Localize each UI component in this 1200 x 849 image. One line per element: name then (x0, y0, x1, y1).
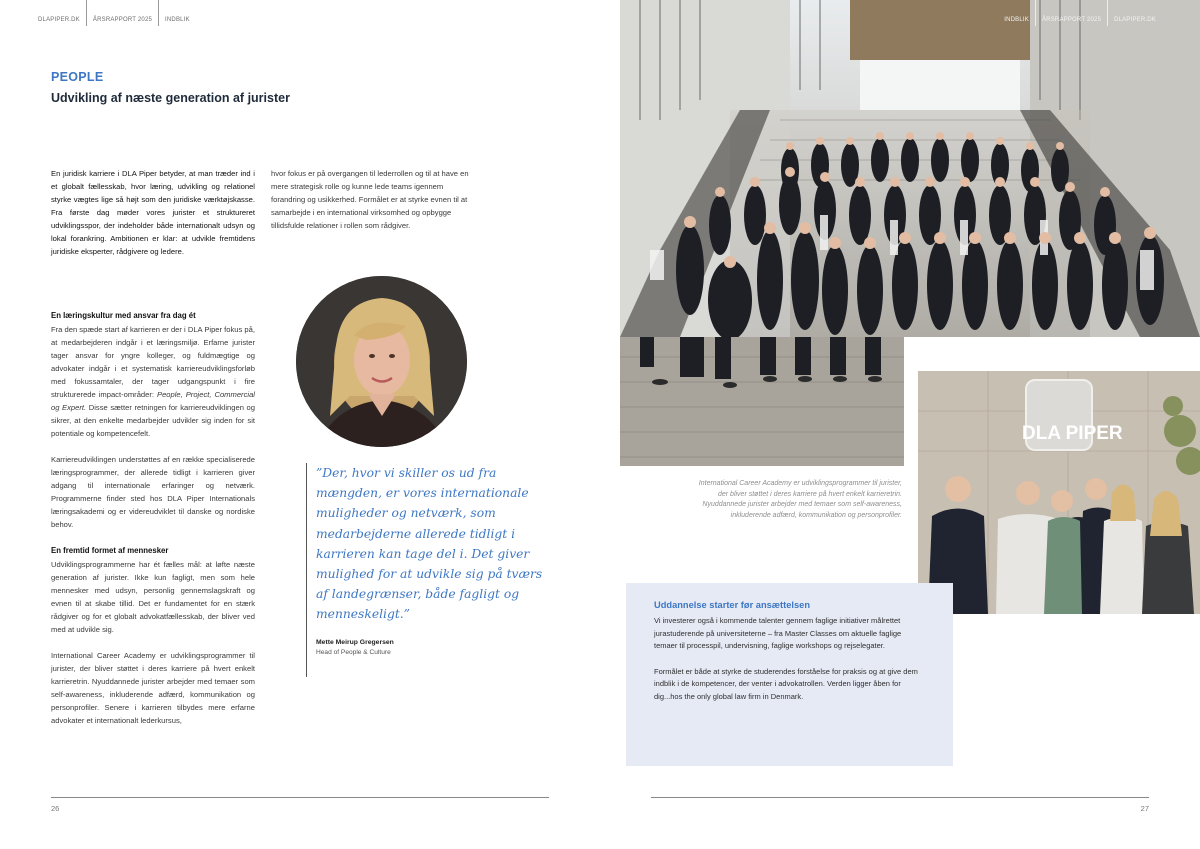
top-nav-left (32, 0, 196, 26)
page-number-right: 27 (1140, 804, 1149, 813)
nav-link-report[interactable]: ÅRSRAPPORT 2025 (87, 0, 159, 26)
info-box-paragraph: Formålet er både at styrke de studerendes forståelse for praksis og at give dem indblik i de kompetencer, der venter i advokatrollen. Verden ligger åben for dig...hos the only global law firm in Denmark. (654, 666, 918, 701)
group-photo-lower-illustration (620, 337, 904, 466)
body-paragraph (51, 323, 255, 440)
quote-role: Head of People & Culture (316, 648, 391, 656)
body-paragraph: International Career Academy er udviklingsprogrammer til jurister, der bliver støttet i deres karriere på hvert enkelt karrieretrin. Nyuddannede jurister arbejder med temaer som self-awareness, inkluderende adfærd, kommunikation og personprofiler. Senere i karrieren tilbydes mere erfarne advokater et internationalt lederkursus, (51, 651, 255, 725)
pull-quote (306, 463, 546, 677)
portrait-illustration (296, 276, 467, 447)
dla-piper-sign: DLA PIPER (1022, 423, 1123, 444)
section-heading-future: En fremtid formet af mennesker (51, 546, 169, 555)
photo-caption: International Career Academy er udviklingsprogrammer til jurister, der bliver støttet i deres karriere på hvert enkelt karrieretrin. Nyuddannede jurister arbejder med temaer som self-awareness, inkluderende adfærd, kommunikation og personprofiler. (698, 480, 902, 519)
nav-link-insight[interactable]: INDBLIK (165, 17, 190, 23)
portrait-photo (296, 276, 467, 447)
top-nav-right (998, 0, 1162, 26)
info-box-title: Uddannelse starter før ansættelsen (654, 600, 811, 610)
body-column-1 (51, 309, 255, 727)
page-number-left: 26 (51, 804, 60, 813)
group-photo-illustration (620, 0, 1200, 337)
body-paragraph: Udviklingsprogrammerne har ét fælles mål: at løfte næste generation af jurister. Ikke kun fagligt, men som hele mennesker med udsyn, personlig gennemslagskraft og evnen til at skabe tillid. Det er fundamentet for en stærk rådgiver og for et globalt advokatfællesskab, der bliver ved med at udvikle sig. (51, 560, 255, 634)
impact-areas-text: People, Project, Commercial og Expert. (51, 390, 255, 412)
quote-text: ”Der, hvor vi skiller os ud fra mængden, er vores internationale muligheder og netværk, som medarbejderne allerede tidligt i karrieren kan tage del i. Det giver mulighed for at udvikle sig på tværs af landegrænser, både fagligt og menneskeligt.” (316, 466, 543, 622)
nav-link-website[interactable]: DLAPIPER.DK (32, 0, 87, 26)
quote-author: Mette Meirup Gregersen (316, 638, 394, 646)
group-photo-lower (620, 337, 904, 466)
nav-link-website[interactable]: DLAPIPER.DK (1114, 17, 1156, 23)
footer-divider (651, 797, 1149, 798)
group-photo (620, 0, 1200, 337)
body-paragraph: Karriereudviklingen understøttes af en række specialiserede læringsprogrammer, der allerede tidligt i karrieren giver adgang til internationale erfaringer og netværk. Programmerne finder sted hos DLA Piper Internationals læringsakademi og er videreudviklet til danske og nordiske behov. (51, 455, 255, 529)
nav-link-report[interactable]: ÅRSRAPPORT 2025 (1036, 0, 1108, 26)
info-box (626, 583, 953, 766)
small-group-photo-illustration (918, 371, 1200, 614)
section-heading-learning: En læringskultur med ansvar fra dag ét (51, 311, 196, 320)
info-box-paragraph: Vi investerer også i kommende talenter gennem faglige initiativer målrettet jurastuderende på universiteterne – fra Master Classes om aktuelle faglige temaer til processpil, undervisning, faglige workshops og rejselegater. (654, 616, 902, 651)
body-text: Fra den spæde start af karrieren er der i DLA Piper fokus på, at medarbejderen indgår i et læringsmiljø. Erfarne jurister tager ansvar for yngre kolleger, og fuldmægtige og advokater indgår i et systematisk karriereudviklingsforløb med fokussamtaler, der tager udgangspunkt i fire strukturerede impact-områder: (51, 325, 255, 399)
small-group-photo (918, 371, 1200, 614)
section-label: PEOPLE (51, 70, 104, 84)
body-column-2: hvor fokus er på overgangen til lederrollen og til at have en mere strategisk rolle og kunne lede teams igennem forandring og usikkerhed. Formålet er at styrke evnen til at samarbejde i en international virksomhed og opbygge tillidsfulde relationer i rollen som rådgiver. (271, 169, 469, 230)
body-text: Disse sætter retningen for karriereudviklingen og sikrer, at den enkelte medarbejder udvikler sig inden for sit potentiale og kompetencefelt. (51, 403, 255, 438)
intro-paragraph: En juridisk karriere i DLA Piper betyder, at man træder ind i et globalt fællesskab, hvor læring, udvikling og relationel styrke vægtes lige så højt som den juridiske værktøjskasse. Fra første dag møder vores jurister et struktureret udviklingsspor, der indeholder både internationalt udsyn og lokal forankring. Ambitionen er klar: at udvikle fremtidens juridiske eksperter, rådgivere og ledere. (51, 169, 255, 256)
footer-divider (51, 797, 549, 798)
nav-link-insight[interactable]: INDBLIK (998, 0, 1036, 26)
page-title: Udvikling af næste generation af jurister (51, 91, 290, 105)
